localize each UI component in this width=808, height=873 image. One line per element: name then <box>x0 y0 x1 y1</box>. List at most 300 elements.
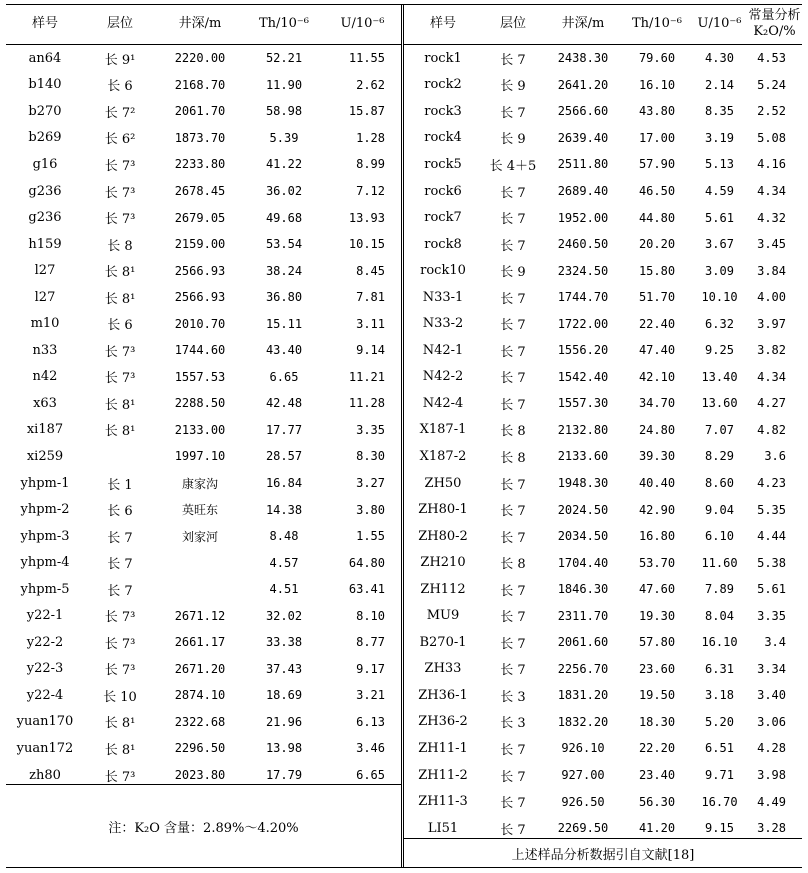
table-cell: 4.27 <box>757 396 786 411</box>
table-cell: 8.45 <box>356 263 385 278</box>
table-cell: 长 7 <box>107 583 133 599</box>
table-cell: 33.38 <box>265 635 303 650</box>
table-cell: l27 <box>34 289 56 305</box>
table-cell: 2566.93 <box>174 263 226 278</box>
table-row <box>6 496 401 523</box>
table-cell: 56.30 <box>638 794 676 809</box>
table-cell: 53.70 <box>638 555 676 570</box>
table-cell: 2678.45 <box>174 184 226 198</box>
table-cell: 10.10 <box>701 290 738 305</box>
table-cell: 长 3 <box>500 716 526 732</box>
table-cell: 3.80 <box>356 502 385 517</box>
table-cell: 2.62 <box>356 77 385 92</box>
table-cell: 5.38 <box>757 555 786 570</box>
table-cell: 16.10 <box>638 77 676 92</box>
table-cell: 5.61 <box>757 582 786 597</box>
table-cell: 2061.70 <box>174 104 226 119</box>
table-cell: 刘家河 <box>181 529 218 544</box>
table-cell: x63 <box>33 395 57 411</box>
table-cell: n33 <box>32 342 58 358</box>
table-cell: ZH36-2 <box>418 714 468 730</box>
table-row <box>404 682 802 709</box>
table-cell: ZH80-1 <box>418 502 468 518</box>
table-cell: 长 7³ <box>104 212 136 228</box>
header-k2o-line2: K₂O/% <box>753 24 796 39</box>
table-cell: 长 8 <box>107 238 133 254</box>
table-cell: xi187 <box>26 422 64 438</box>
table-cell: 长 8¹ <box>104 716 136 732</box>
table-cell: 51.70 <box>638 290 676 305</box>
table-cell: 4.82 <box>757 422 786 437</box>
table-cell: 长 8¹ <box>104 742 136 758</box>
header-layer: 层位 <box>482 4 544 45</box>
table-cell: 1997.10 <box>174 449 226 464</box>
bottom-rule <box>6 867 802 868</box>
table-cell: y22-4 <box>26 687 64 703</box>
table-cell: 49.68 <box>265 210 303 225</box>
table-cell: yhpm-5 <box>20 581 70 597</box>
table-row <box>6 364 401 391</box>
table-cell: 39.30 <box>638 449 676 464</box>
table-cell: rock7 <box>424 210 462 226</box>
table-row <box>6 443 401 470</box>
table-cell: 53.54 <box>265 237 303 252</box>
table-cell: 长 7³ <box>104 344 136 360</box>
table-row <box>404 204 802 231</box>
table-cell: 长 8 <box>500 424 526 440</box>
table-cell: yhpm-3 <box>20 528 70 544</box>
table-cell: 2132.80 <box>557 422 609 437</box>
table-cell: 8.99 <box>356 157 385 172</box>
table-row <box>404 735 802 762</box>
table-cell: 1.55 <box>356 529 385 544</box>
k2o-note-text: 注：K₂O 含量：2.89%～4.20% <box>108 821 299 836</box>
table-cell: 2566.60 <box>557 104 609 119</box>
table-cell: 2324.50 <box>557 263 609 278</box>
table-cell: 10.15 <box>348 237 385 252</box>
table-cell: ZH11-1 <box>418 740 468 756</box>
table-cell: yhpm-2 <box>20 502 70 518</box>
table-cell: 40.40 <box>638 476 676 491</box>
table-cell: 44.80 <box>638 210 676 225</box>
table-cell: 23.40 <box>638 768 676 783</box>
table-row <box>404 364 802 391</box>
table-cell: 5.08 <box>757 130 786 145</box>
table-cell: 15.11 <box>265 316 303 331</box>
table-cell: 长 7 <box>500 663 526 679</box>
table-cell: 17.79 <box>265 768 303 783</box>
table-cell: 8.29 <box>705 449 734 464</box>
table-cell: g236 <box>28 183 62 199</box>
table-cell: 1831.20 <box>557 688 609 703</box>
table-cell: 长 8 <box>500 450 526 466</box>
table-row <box>404 390 802 417</box>
table-cell: 长 1 <box>107 477 133 493</box>
table-cell: 3.46 <box>356 741 385 756</box>
table-cell: 长 6 <box>107 79 133 95</box>
table-cell: 46.50 <box>638 184 676 198</box>
table-cell: l27 <box>34 263 56 279</box>
table-cell: b140 <box>28 77 62 93</box>
table-cell: 8.04 <box>705 608 734 623</box>
table-cell: ZH33 <box>424 661 462 677</box>
header-depth: 井深/m <box>544 4 622 45</box>
table-cell: 79.60 <box>638 51 676 66</box>
table-cell: 长 7 <box>500 610 526 626</box>
table-row <box>404 337 802 364</box>
left-table-section <box>6 4 401 788</box>
table-row <box>404 576 802 603</box>
table-row <box>404 72 802 99</box>
table-cell: 2256.70 <box>557 661 609 676</box>
table-cell: 长 7 <box>500 52 526 68</box>
table-row <box>6 178 401 205</box>
table-cell: 4.44 <box>757 529 786 544</box>
table-cell: 1.28 <box>356 130 385 145</box>
table-cell: B270-1 <box>419 634 467 650</box>
table-row <box>404 45 802 72</box>
table-cell: 36.80 <box>265 290 303 305</box>
table-cell: h159 <box>28 236 62 252</box>
table-cell: 3.18 <box>705 688 734 703</box>
table-row <box>404 257 802 284</box>
table-cell: 5.61 <box>705 210 734 225</box>
table-cell: 2233.80 <box>174 157 226 172</box>
table-cell: ZH50 <box>424 475 462 491</box>
table-row <box>6 257 401 284</box>
table-cell: ZH11-2 <box>418 767 468 783</box>
table-row <box>6 284 401 311</box>
left-header-row <box>6 4 401 45</box>
table-cell: m10 <box>30 316 60 332</box>
table-cell: 2671.12 <box>174 608 226 623</box>
table-cell: 32.02 <box>265 608 303 623</box>
table-cell: 15.87 <box>348 104 385 119</box>
table-cell: 3.11 <box>356 316 385 331</box>
table-row <box>6 549 401 576</box>
table-cell: 13.98 <box>265 741 303 756</box>
table-cell: 52.21 <box>265 51 303 66</box>
table-cell: 长 7 <box>500 344 526 360</box>
table-cell: 8.10 <box>356 608 385 623</box>
table-cell: 4.00 <box>757 290 786 305</box>
table-row <box>6 45 401 72</box>
table-cell: 57.80 <box>638 635 676 650</box>
table-cell: 长 7³ <box>104 769 136 785</box>
table-cell: 2024.50 <box>557 502 609 517</box>
table-cell: yhpm-1 <box>20 475 70 491</box>
table-cell: 16.84 <box>265 476 303 491</box>
table-row <box>404 709 802 736</box>
table-cell: 42.90 <box>638 502 676 517</box>
table-cell: 2511.80 <box>557 157 609 172</box>
table-cell: 4.59 <box>705 184 734 198</box>
table-cell: N42-4 <box>422 395 464 411</box>
table-cell: 2133.60 <box>557 449 609 464</box>
table-cell: 9.17 <box>356 661 385 676</box>
table-cell: 5.24 <box>757 77 786 92</box>
table-cell: 5.39 <box>269 130 299 145</box>
table-cell: 1704.40 <box>557 555 609 570</box>
table-cell: 长 7 <box>500 397 526 413</box>
table-cell: rock1 <box>424 50 462 66</box>
table-cell: 8.35 <box>705 104 734 119</box>
right-table-section <box>404 4 802 841</box>
table-cell: 长 9¹ <box>104 52 136 68</box>
table-cell: yhpm-4 <box>20 555 70 571</box>
right-table <box>404 4 802 841</box>
left-table <box>6 4 401 788</box>
table-cell: 2874.10 <box>174 688 226 703</box>
table-cell: 2639.40 <box>557 130 609 145</box>
table-cell: 3.06 <box>757 714 786 729</box>
table-row <box>404 178 802 205</box>
table-cell: 长 7 <box>500 477 526 493</box>
table-cell: rock4 <box>424 130 462 146</box>
table-cell: 6.31 <box>705 661 734 676</box>
header-th: Th/10⁻⁶ <box>244 4 324 45</box>
table-cell: 长 9 <box>500 79 526 95</box>
table-cell: 3.82 <box>757 343 786 358</box>
table-row <box>6 470 401 497</box>
header-u: U/10⁻⁶ <box>692 4 747 45</box>
table-row <box>404 762 802 789</box>
table-row <box>404 788 802 815</box>
table-cell: 4.53 <box>757 51 786 66</box>
table-cell: 21.96 <box>265 714 303 729</box>
table-cell: 4.16 <box>757 157 786 172</box>
table-cell: 2133.00 <box>174 422 226 437</box>
table-cell: 2671.20 <box>174 661 226 676</box>
table-cell: 8.60 <box>705 476 734 491</box>
table-cell: 17.00 <box>638 130 676 145</box>
table-cell: 2689.40 <box>557 184 609 198</box>
table-cell: 长 7 <box>107 557 133 573</box>
table-cell: 长 7 <box>500 238 526 254</box>
table-cell: ZH112 <box>420 581 466 597</box>
table-row <box>6 656 401 683</box>
table-cell: LI51 <box>427 820 459 836</box>
table-cell: 长 7³ <box>104 371 136 387</box>
table-row <box>404 629 802 656</box>
table-cell: 4.30 <box>705 51 734 66</box>
table-cell: 19.30 <box>638 608 676 623</box>
table-cell: 长 7 <box>500 504 526 520</box>
left-table-body <box>6 45 401 789</box>
table-row <box>6 576 401 603</box>
table-cell: 长 7 <box>500 318 526 334</box>
table-cell: 长 9 <box>500 132 526 148</box>
table-cell: 11.90 <box>265 77 303 92</box>
table-cell: 3.45 <box>757 237 786 252</box>
table-cell: 2641.20 <box>557 77 609 92</box>
table-cell: 长 9 <box>500 265 526 281</box>
table-cell: 8.77 <box>356 635 385 650</box>
table-cell: 38.24 <box>265 263 303 278</box>
table-cell: 42.10 <box>638 369 676 384</box>
table-cell: 4.49 <box>757 794 786 809</box>
table-cell: 1846.30 <box>557 582 609 597</box>
table-row <box>6 602 401 629</box>
table-cell: 5.20 <box>705 714 734 729</box>
header-sample-id: 样号 <box>6 4 84 45</box>
table-cell: 7.89 <box>705 582 734 597</box>
table-row <box>6 709 401 736</box>
right-header-row <box>404 4 802 45</box>
table-cell: 6.51 <box>705 741 734 756</box>
table-cell <box>156 549 244 576</box>
table-cell: 2296.50 <box>174 741 226 756</box>
table-cell <box>156 576 244 603</box>
table-cell: 63.41 <box>348 582 385 597</box>
source-note-text: 上述样品分析数据引自文献[18] <box>511 848 695 863</box>
table-cell: rock6 <box>424 183 462 199</box>
table-cell: 长 7 <box>500 371 526 387</box>
table-row <box>6 310 401 337</box>
table-cell: y22-2 <box>26 634 64 650</box>
table-cell: 2288.50 <box>174 396 226 411</box>
table-cell: 4.23 <box>757 476 786 491</box>
table-cell: 2661.17 <box>174 635 226 650</box>
table-cell: n42 <box>32 369 58 385</box>
table-cell <box>84 443 156 470</box>
table-cell: 11.21 <box>348 369 385 384</box>
table-cell: b270 <box>28 103 62 119</box>
table-cell: 长 7 <box>500 769 526 785</box>
table-cell: 926.10 <box>561 741 605 756</box>
table-cell: N42-2 <box>422 369 464 385</box>
table-cell: 2679.05 <box>174 210 226 225</box>
table-cell: 9.15 <box>705 821 734 836</box>
table-cell: 3.4 <box>764 635 786 650</box>
table-cell: 18.69 <box>265 688 303 703</box>
table-cell: 4.32 <box>757 210 786 225</box>
table-cell: 9.25 <box>705 343 734 358</box>
header-k2o <box>747 4 802 45</box>
table-cell: 2322.68 <box>174 714 226 729</box>
table-cell: 1744.70 <box>557 290 609 305</box>
table-cell: 3.21 <box>356 688 385 703</box>
table-cell: 1948.30 <box>557 476 609 491</box>
table-cell: N42-1 <box>422 342 464 358</box>
table-cell: 34.70 <box>638 396 676 411</box>
table-cell: rock8 <box>424 236 462 252</box>
table-cell: 2438.30 <box>557 51 609 66</box>
table-cell: 2010.70 <box>174 316 226 331</box>
table-cell: 3.84 <box>757 263 786 278</box>
table-cell: 11.28 <box>348 396 385 411</box>
table-cell: 长 6 <box>107 504 133 520</box>
table-cell: 28.57 <box>265 449 303 464</box>
table-cell: 7.12 <box>356 184 385 198</box>
table-cell: 6.32 <box>705 316 734 331</box>
table-row <box>404 417 802 444</box>
table-cell: 7.81 <box>356 290 385 305</box>
table-cell: 5.13 <box>705 157 734 172</box>
table-cell: 长 6² <box>104 132 136 148</box>
table-cell: 长 8¹ <box>104 397 136 413</box>
header-th: Th/10⁻⁶ <box>622 4 692 45</box>
table-cell: 47.60 <box>638 582 676 597</box>
table-cell: 1557.30 <box>557 396 609 411</box>
table-row <box>6 390 401 417</box>
table-cell: 11.55 <box>348 51 385 66</box>
table-cell: 47.40 <box>638 343 676 358</box>
table-cell: 长 7³ <box>104 663 136 679</box>
table-cell: 6.10 <box>705 529 734 544</box>
table-cell: 2023.80 <box>174 768 226 783</box>
source-note <box>404 838 802 868</box>
table-cell: 3.40 <box>757 688 786 703</box>
table-cell: 2061.60 <box>557 635 609 650</box>
table-cell: 16.10 <box>701 635 738 650</box>
table-cell: ZH11-3 <box>418 794 468 810</box>
table-cell: 4.34 <box>757 369 786 384</box>
table-cell: 36.02 <box>265 184 303 198</box>
table-row <box>6 125 401 152</box>
table-cell: y22-3 <box>26 661 64 677</box>
table-cell: b269 <box>28 130 62 146</box>
table-cell: 3.09 <box>705 263 734 278</box>
table-row <box>6 231 401 258</box>
table-cell: zh80 <box>29 767 61 783</box>
table-cell: 5.35 <box>757 502 786 517</box>
table-cell: X187-2 <box>419 448 467 464</box>
table-row <box>404 443 802 470</box>
table-cell: 长 7 <box>107 530 133 546</box>
table-row <box>404 656 802 683</box>
table-cell: 2034.50 <box>557 529 609 544</box>
table-row <box>404 310 802 337</box>
table-cell: 4.51 <box>269 582 299 597</box>
table-row <box>404 602 802 629</box>
table-cell: 1873.70 <box>174 130 226 145</box>
table-cell: 1952.00 <box>557 210 609 225</box>
table-row <box>404 98 802 125</box>
table-cell: 15.80 <box>638 263 676 278</box>
table-cell: 41.22 <box>265 157 303 172</box>
table-cell: 英旺东 <box>181 503 218 518</box>
table-cell: 11.60 <box>701 555 738 570</box>
table-cell: N33-1 <box>422 289 464 305</box>
table-row <box>6 98 401 125</box>
table-cell: 3.6 <box>764 449 786 464</box>
table-cell: 22.40 <box>638 316 676 331</box>
table-cell: 18.30 <box>638 714 676 729</box>
header-k2o-line1: 常量分析 <box>748 8 801 23</box>
table-cell: 6.65 <box>356 768 385 783</box>
table-cell: 13.60 <box>701 396 738 411</box>
table-cell: g236 <box>28 210 62 226</box>
table-cell: rock10 <box>420 263 466 279</box>
table-row <box>6 72 401 99</box>
table-cell: yuan172 <box>16 740 74 756</box>
table-cell: 3.35 <box>757 608 786 623</box>
table-cell: 3.67 <box>705 237 734 252</box>
table-row <box>404 470 802 497</box>
table-cell: 2168.70 <box>174 77 226 92</box>
table-row <box>404 549 802 576</box>
table-cell: 长 8 <box>500 557 526 573</box>
table-cell: 6.13 <box>356 714 385 729</box>
table-row <box>6 682 401 709</box>
table-cell: 长 3 <box>500 689 526 705</box>
table-cell: 19.50 <box>638 688 676 703</box>
table-cell: ZH210 <box>420 555 466 571</box>
table-cell: 康家沟 <box>181 476 218 491</box>
table-cell: 长 7 <box>500 212 526 228</box>
table-cell: 7.07 <box>705 422 734 437</box>
